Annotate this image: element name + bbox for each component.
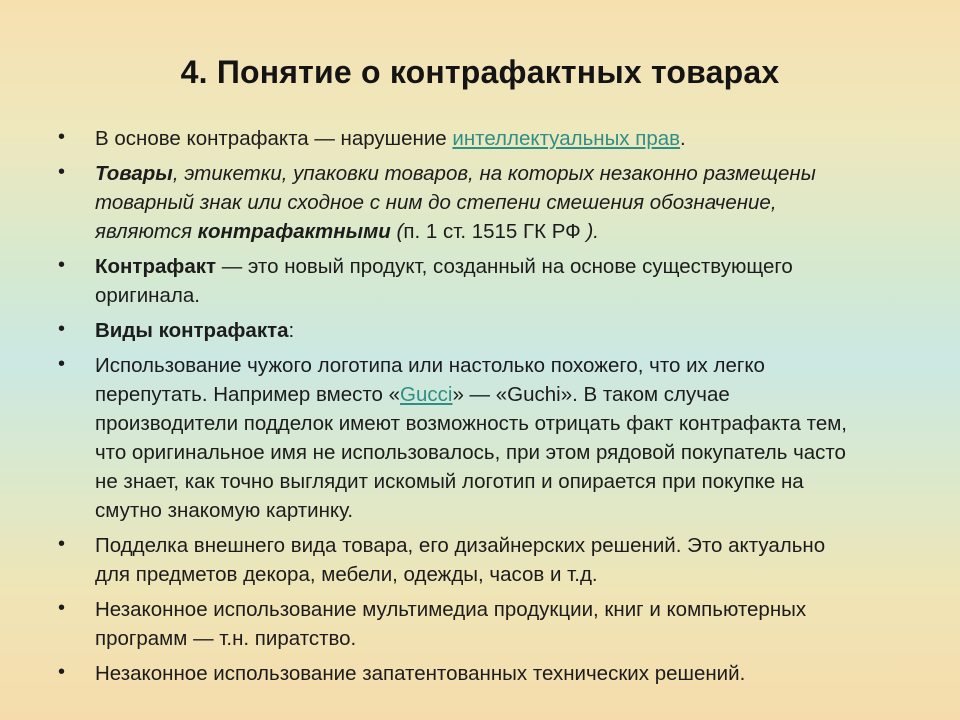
intellectual-rights-link[interactable]: интеллектуальных прав [452, 127, 681, 150]
bullet-text: Незаконное использование запатентованных технических решений. [95, 662, 746, 685]
bold-term: Виды контрафакта [95, 319, 289, 342]
bullet-dot-icon: • [58, 353, 66, 375]
bullet-item [58, 159, 858, 246]
bullet-dot-icon: • [58, 597, 66, 619]
bullet-dot-icon: • [58, 533, 66, 555]
bullet-dot-icon: • [58, 661, 66, 683]
bullet-dot-icon: • [58, 254, 66, 276]
bullet-text: В основе контрафакта — нарушение [95, 127, 453, 150]
bold-term: контрафактными [197, 220, 391, 243]
bullet-text: Подделка внешнего вида товара, его дизайнерских решений. Это актуально для предметов декора, мебели, одежды, часов и т.д. [95, 534, 826, 586]
bullet-item [58, 531, 858, 589]
law-reference: п. 1 ст. 1515 ГК РФ [403, 220, 581, 243]
bullet-item [58, 124, 858, 153]
bullet-text: ). [580, 220, 599, 243]
bullet-item [58, 659, 858, 688]
bullet-text: : [288, 319, 295, 342]
bullet-item [58, 252, 858, 310]
bullet-item [58, 351, 858, 525]
bullet-text: Незаконное использование мультимедиа продукции, книг и компьютерных программ — т.н. пиратство. [95, 598, 807, 650]
bullet-dot-icon: • [58, 161, 66, 183]
bullet-text: , этикетки, упаковки товаров, на которых незаконно размещены товарный знак или сходное с ним до степени смешения обозначение, являются [95, 162, 816, 243]
gucci-link[interactable]: Gucci [400, 383, 453, 406]
bullet-text: ( [390, 220, 404, 243]
bullet-item [58, 595, 858, 653]
bullet-text: — это новый продукт, созданный на основе существующего оригинала. [95, 255, 793, 307]
bullet-text-italic [581, 220, 599, 243]
bold-term: Товары [95, 162, 173, 185]
bullet-item [58, 316, 858, 345]
bullet-text: » — «Guchi». В таком случае производители подделок имеют возможность отрицать факт контрафакта тем, что оригинальное имя не использовалось, при этом рядовой покупатель часто не знает, как точно выглядит искомый логотип и опирается при покупке на смутно знакомую картинку. [95, 383, 848, 522]
slide-title: 4. Понятие о контрафактных товарах [180, 54, 780, 90]
bullet-dot-icon: • [58, 318, 66, 340]
bullet-text: . [680, 127, 686, 150]
bold-term: Контрафакт [95, 255, 217, 278]
bullet-text: Использование чужого логотипа или настолько похожего, что их легко перепутать. Например вместо « [95, 354, 765, 406]
bullet-dot-icon: • [58, 126, 66, 148]
bullet-list [58, 124, 858, 694]
